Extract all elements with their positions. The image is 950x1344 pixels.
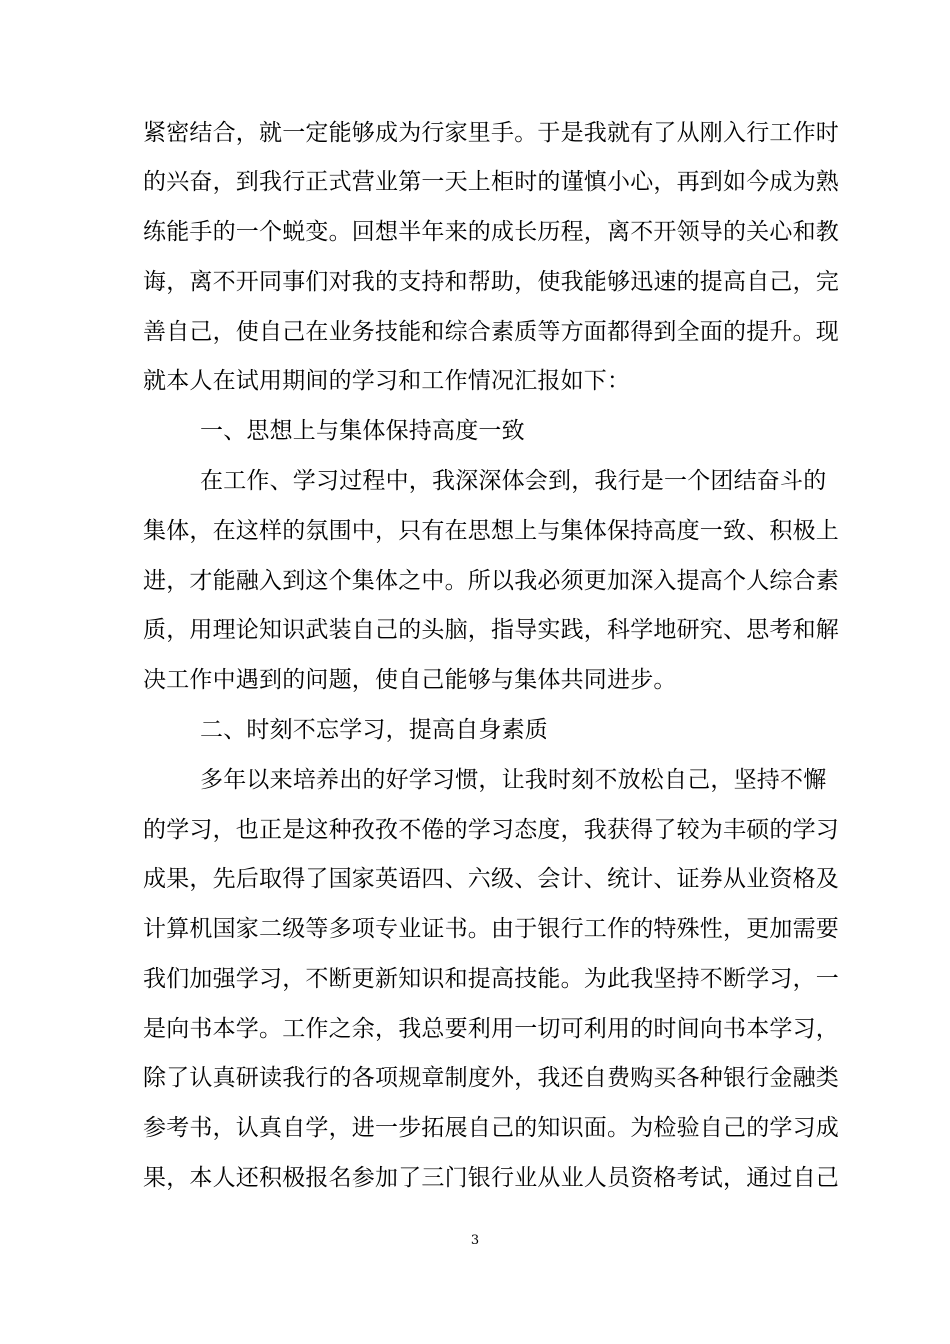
body-text-line: 集体，在这样的氛围中，只有在思想上与集体保持高度一致、积极上: [143, 518, 839, 544]
paragraph-first-line: 多年以来培养出的好学习惯，让我时刻不放松自己，坚持不懈: [200, 767, 827, 793]
section-heading: 一、思想上与集体保持高度一致: [200, 418, 525, 444]
body-text-line: 成果，先后取得了国家英语四、六级、会计、统计、证券从业资格及: [143, 866, 839, 892]
body-text-line: 决工作中遇到的问题，使自己能够与集体共同进步。: [143, 667, 677, 693]
body-text-line: 参考书，认真自学，进一步拓展自己的知识面。为检验自己的学习成: [143, 1115, 839, 1141]
section-heading: 二、时刻不忘学习，提高自身素质: [200, 717, 548, 743]
body-text-line: 练能手的一个蜕变。回想半年来的成长历程，离不开领导的关心和教: [143, 219, 839, 245]
body-text-line: 计算机国家二级等多项专业证书。由于银行工作的特殊性，更加需要: [143, 916, 839, 942]
body-text-line: 果，本人还积极报名参加了三门银行业从业人员资格考试，通过自己: [143, 1165, 839, 1191]
body-text-line: 我们加强学习，不断更新知识和提高技能。为此我坚持不断学习，一: [143, 966, 839, 992]
body-text-line: 就本人在试用期间的学习和工作情况汇报如下：: [143, 368, 631, 394]
body-text-line: 善自己，使自己在业务技能和综合素质等方面都得到全面的提升。现: [143, 319, 839, 345]
body-text-line: 诲，离不开同事们对我的支持和帮助，使我能够迅速的提高自己，完: [143, 269, 839, 295]
body-text-line: 质，用理论知识武装自己的头脑，指导实践，科学地研究、思考和解: [143, 617, 839, 643]
body-text-line: 的学习，也正是这种孜孜不倦的学习态度，我获得了较为丰硕的学习: [143, 817, 839, 843]
body-text-line: 除了认真研读我行的各项规章制度外，我还自费购买各种银行金融类: [143, 1065, 839, 1091]
paragraph-first-line: 在工作、学习过程中，我深深体会到，我行是一个团结奋斗的: [200, 468, 827, 494]
body-text-line: 的兴奋，到我行正式营业第一天上柜时的谨慎小心，再到如今成为熟: [143, 169, 839, 195]
body-text-line: 进，才能融入到这个集体之中。所以我必须更加深入提高个人综合素: [143, 568, 839, 594]
page-number: 3: [470, 1233, 480, 1248]
body-text-line: 紧密结合，就一定能够成为行家里手。于是我就有了从刚入行工作时: [143, 120, 839, 146]
body-text-line: 是向书本学。工作之余，我总要利用一切可利用的时间向书本学习，: [143, 1016, 839, 1042]
